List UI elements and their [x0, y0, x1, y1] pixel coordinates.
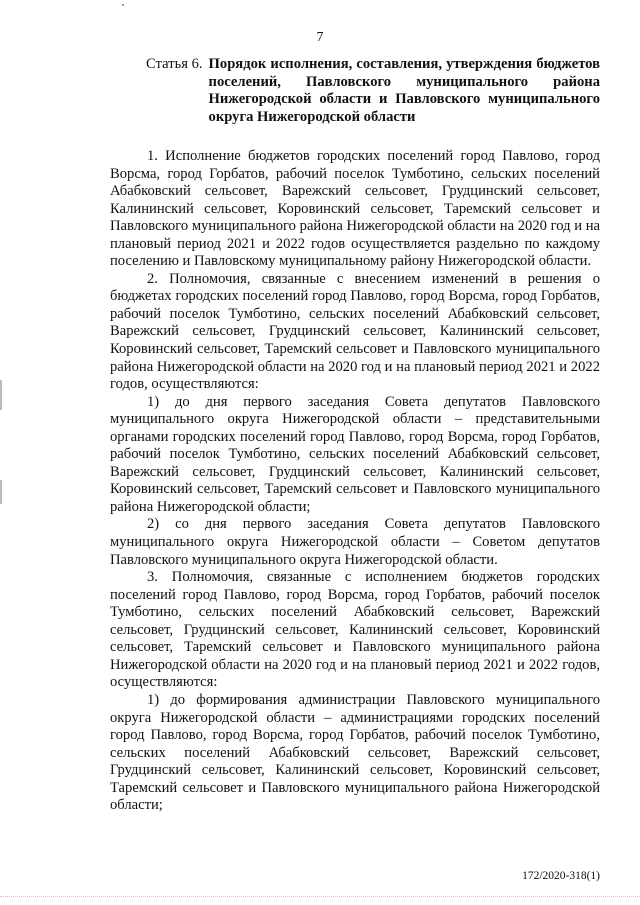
- paragraph-3: 3. Полномочия, связанные с исполнением бюджетов городских поселений город Павлово, город Ворсма, город Горбатов, рабочий поселок Тумботино, сельских поселений Абабковский сельсовет, Варежский сельсовет, Грудцинский сельсовет, Калининский сельсовет, Коровинский сельсовет, Таремский сельсовет и Павловского муниципального района Нижегородской области на 2020 год и на плановый период 2021 и 2022 годов, осуществляются:: [110, 569, 600, 691]
- paragraph-2: 2. Полномочия, связанные с внесением изменений в решения о бюджетах городских поселений город Павлово, город Ворсма, город Горбатов, рабочий поселок Тумботино, сельских поселений Абабковский сельсовет, Варежский сельсовет, Грудцинский сельсовет, Калининский сельсовет, Коровинский сельсовет, Таремский сельсовет и Павловского муниципального района Нижегородской области на 2020 год и на плановый период 2021 и 2022 годов, осуществляются:: [110, 270, 600, 393]
- article-number: Статья 6.: [146, 56, 203, 72]
- paragraph-2-item-2: 2) со дня первого заседания Совета депутатов Павловского муниципального округа Нижегородской области – Советом депутатов Павловского муниципального округа Нижегородской области.: [110, 516, 600, 568]
- scan-edge-mark: [0, 380, 2, 410]
- scan-bottom-edge: [0, 896, 640, 898]
- document-body: [110, 148, 600, 815]
- paragraph-1: 1. Исполнение бюджетов городских поселений город Павлово, город Ворсма, город Горбатов, рабочий поселок Тумботино, сельских поселений Абабковский сельсовет, Варежский сельсовет, Грудцинский сельсовет, Калининский сельсовет, Коровинский сельсовет, Таремский сельсовет и Павловского муниципального района Нижегородской области на 2020 год и на плановый период 2021 и 2022 годов осуществляется раздельно по каждому поселению и Павловскому муниципальному району Нижегородской области.: [110, 148, 600, 270]
- document-code: 172/2020-318(1): [522, 870, 600, 882]
- scan-edge-mark: [0, 480, 2, 504]
- page-number: 7: [316, 30, 324, 45]
- article-heading: [146, 56, 600, 126]
- paragraph-3-item-1: 1) до формирования администрации Павловского муниципального округа Нижегородской области – администрациями городских поселений город Павлово, город Ворсма, город Горбатов, рабочий поселок Тумботино, сельских поселений Абабковский сельсовет, Варежский сельсовет, Грудцинский сельсовет, Калининский сельсовет, Коровинский сельсовет, Таремский сельсовет и Павловского муниципального района Нижегородской области;: [110, 691, 600, 814]
- article-title: Порядок исполнения, составления, утверждения бюджетов поселений, Павловского муниципального района Нижегородской области и Павловского муниципального округа Нижегородской области: [208, 56, 600, 125]
- scan-speck: [122, 4, 124, 6]
- paragraph-2-item-1: 1) до дня первого заседания Совета депутатов Павловского муниципального округа Нижегородской области – представительными органами городских поселений город Павлово, город Ворсма, город Горбатов, рабочий поселок Тумботино, сельских поселений Абабковский сельсовет, Варежский сельсовет, Грудцинский сельсовет, Калининский сельсовет, Коровинский сельсовет, Таремский сельсовет и Павловского муниципального района Нижегородской области;: [110, 393, 600, 515]
